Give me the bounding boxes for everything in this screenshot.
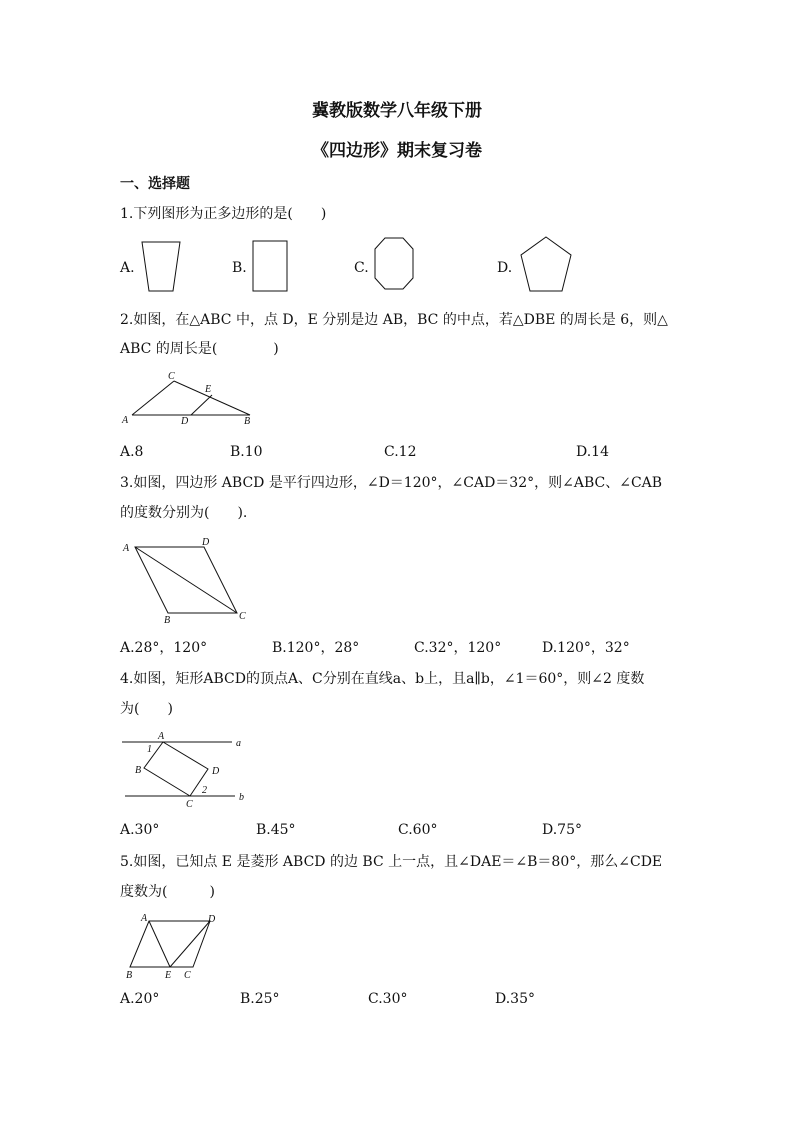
q2-stem-line1: 2.如图，在△ABC 中，点 D，E 分别是边 AB，BC 的中点，若△DBE 的周长是 6，则△ [120, 312, 668, 328]
q5-stem-line2: 度数为( ) [120, 884, 215, 900]
q3-stem-line2: 的度数分别为( ). [120, 505, 248, 521]
q1-figure-octagon [372, 236, 416, 292]
q2-label-a: A [122, 415, 129, 426]
page-title: 冀教版数学八年级下册 [312, 101, 482, 121]
q3-label-a: A [123, 543, 130, 554]
q2-label-e: E [205, 384, 212, 395]
q5-label-e: E [165, 970, 172, 981]
q2-stem-line2: ABC 的周长是( ) [120, 341, 279, 357]
q3-label-d: D [202, 537, 210, 548]
q3-option-d: D.120°，32° [542, 640, 630, 656]
q5-option-a: A.20° [120, 991, 160, 1007]
q5-label-a: A [141, 913, 148, 924]
q4-stem-line2: 为( ) [120, 701, 173, 717]
q1-figure-rectangle [250, 238, 290, 294]
q4-option-a: A.30° [120, 822, 160, 838]
q5-figure-rhombus [122, 910, 227, 982]
q5-stem-line1: 5.如图，已知点 E 是菱形 ABCD 的边 BC 上一点，且∠DAE＝∠B＝80°，那么∠CDE [120, 854, 663, 870]
q4-figure-rectangle-lines [120, 727, 255, 809]
q1-figure-trapezoid [140, 240, 185, 295]
q5-option-b: B.25° [240, 991, 280, 1007]
q1-option-a: A. [120, 260, 135, 276]
q3-label-b: B [164, 615, 171, 626]
q4-label-a: A [158, 731, 165, 742]
q5-label-b: B [126, 970, 133, 981]
q1-option-b: B. [232, 260, 247, 276]
q4-label-line-a: a [236, 738, 241, 749]
q2-option-a: A.8 [120, 444, 144, 460]
q4-angle-2: 2 [202, 785, 207, 796]
q2-label-c: C [168, 371, 175, 382]
q4-label-c: C [186, 799, 193, 810]
q4-label-d: D [212, 766, 220, 777]
q4-option-c: C.60° [398, 822, 438, 838]
q2-option-d: D.14 [576, 444, 609, 460]
q4-stem-line1: 4.如图，矩形ABCD的顶点A、C分别在直线a、b上，且a∥b，∠1＝60°，则∠2 度数 [120, 671, 645, 687]
q4-label-line-b: b [239, 792, 244, 803]
q2-label-d: D [181, 416, 189, 427]
q3-stem-line1: 3.如图，四边形 ABCD 是平行四边形，∠D＝120°，∠CAD＝32°，则∠ABC、∠CAB [120, 475, 663, 491]
q5-option-c: C.30° [368, 991, 408, 1007]
q1-option-c: C. [354, 260, 369, 276]
q5-option-d: D.35° [495, 991, 535, 1007]
q5-label-c: C [184, 970, 191, 981]
q3-label-c: C [239, 611, 246, 622]
q3-option-b: B.120°，28° [272, 640, 360, 656]
q4-option-d: D.75° [542, 822, 582, 838]
q1-figure-pentagon [518, 234, 576, 296]
q2-option-b: B.10 [230, 444, 263, 460]
q4-angle-1: 1 [147, 744, 152, 755]
page-subtitle: 《四边形》期末复习卷 [312, 141, 482, 161]
q4-label-b: B [135, 765, 142, 776]
section-heading: 一、选择题 [120, 176, 190, 192]
q2-label-b: B [244, 416, 251, 427]
q2-option-c: C.12 [384, 444, 417, 460]
q1-option-d: D. [497, 260, 513, 276]
q3-figure-parallelogram [120, 535, 255, 627]
q2-figure-triangle [122, 368, 262, 430]
q4-option-b: B.45° [256, 822, 296, 838]
q3-option-c: C.32°，120° [414, 640, 502, 656]
q1-stem: 1.下列图形为正多边形的是( ) [120, 206, 327, 222]
q3-option-a: A.28°，120° [120, 640, 208, 656]
q5-label-d: D [208, 914, 216, 925]
